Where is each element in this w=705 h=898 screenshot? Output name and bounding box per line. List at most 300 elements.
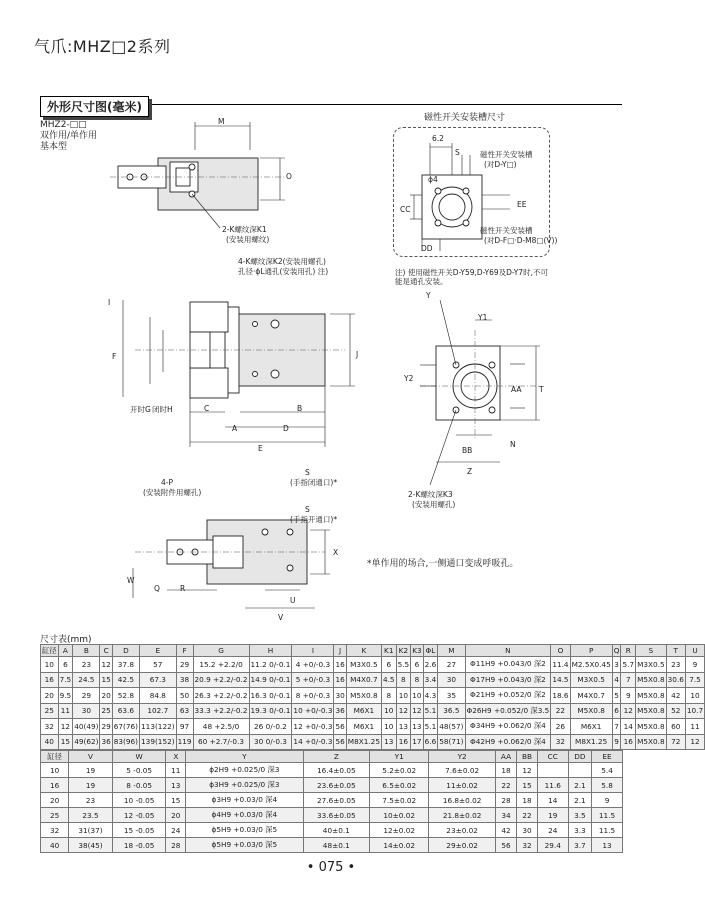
label-o: O [286,172,292,181]
table-cell: 40(49) [73,719,100,735]
label-6-2: 6.2 [432,134,444,143]
table-cell: 5.1 [423,703,438,719]
table-cell: 33.6±0.05 [303,808,370,823]
table-header: A [58,645,73,657]
table-cell: 4 [612,672,621,688]
table-cell: ϕ5H9 +0.03/0 深5 [186,838,303,853]
label-phi4: ϕ4 [428,175,438,184]
model-action: 双作用/单作用 [40,131,98,141]
table-cell: 23.6±0.05 [303,778,370,793]
page-title: 气爪:MHZ□2系列 [34,37,171,56]
table-header: P [570,645,612,657]
table-header: J [334,645,346,657]
table-header: Q [613,646,620,655]
table-cell: 7.5 [685,672,704,688]
table-cell: M5X0.8 [636,719,667,735]
table-cell: 4.3 [423,688,438,704]
table-cell: 48±0.1 [303,838,370,853]
table-cell: M4X0.7 [346,672,381,688]
dims-table-title: 尺寸表(mm) [40,635,92,645]
label-v: V [278,613,284,622]
table-cell: 38(45) [69,838,113,853]
table-header: Y2 [429,751,496,763]
table-cell: 24 [537,823,568,838]
table-cell: 16 [334,657,346,673]
table-header: S [636,645,667,657]
table-cell: M5X0.8 [636,688,667,704]
label-k3-sub: (安装用螺孔) [412,500,456,509]
table-cell: 3.7 [568,838,591,853]
table-cell: ϕ5H9 +0.03/0 深5 [186,823,303,838]
label-z: Z [467,467,473,476]
table-cell: 30 0/-0.3 [249,734,292,750]
table-cell: 7.5±0.02 [370,793,429,808]
table-row [41,838,623,853]
table-cell: 16 [41,778,69,793]
table-cell: 67.3 [140,672,177,688]
table-cell: 30 [334,688,346,704]
table-cell: 10 [685,688,704,704]
table-header: EE [592,751,623,763]
table-cell: 40±0.1 [303,823,370,838]
table-cell [568,763,591,778]
table-row [41,823,623,838]
table-header: B [73,645,100,657]
table-cell: 5.5 [396,657,411,673]
table-header: CC [537,751,568,763]
table-cell: ϕ2H9 +0.025/0 深3 [186,763,303,778]
table-cell: 36 [334,703,346,719]
table-cell: M3X0.5 [636,657,667,673]
label-e: E [258,444,263,453]
table-cell: 7.6±0.02 [429,763,496,778]
table-cell: 31(37) [69,823,113,838]
label-slot-b: 磁性开关安装槽 [480,226,533,235]
table-cell: 30 [517,823,538,838]
table-cell: 12 [517,763,538,778]
table-cell: 21.8±0.02 [429,808,496,823]
table-header: Y1 [370,751,429,763]
table-cell: 18 [495,763,516,778]
table-header: V [69,751,113,763]
table-cell: 10.7 [685,703,704,719]
table-cell: 13 [411,719,423,735]
table-cell: 10 [381,719,396,735]
table-cell: 33.3 +2.2/-0.2 [193,703,249,719]
end-view-drawing [400,290,550,480]
table-cell: 12 [621,703,636,719]
table-cell: 23 [73,657,100,673]
table-cell: 42 [495,823,516,838]
table-cell: 25 [100,703,112,719]
table-cell: 11.6 [537,778,568,793]
table-header: C [100,645,112,657]
table-cell: 3 [612,657,621,673]
table-cell: 32 [41,823,69,838]
table-cell: 16 [41,672,59,688]
table-cell: 119 [176,734,193,750]
table-cell: 14.5 [551,672,570,688]
table-cell: 15 [58,734,73,750]
table-cell: 10 -0.05 [112,793,166,808]
table-cell: ϕ4H9 +0.03/0 深4 [186,808,303,823]
table-cell: 11.2 0/-0.1 [249,657,292,673]
bottom-view-drawing [125,490,345,620]
table-cell: 13 [396,719,411,735]
table-row [41,703,705,719]
switch-view-title: 磁性开关安装槽尺寸 [424,113,506,123]
table-cell: 8 [411,672,423,688]
table-header: K1 [381,645,396,657]
table-cell: 13 [381,734,396,750]
table-cell: Φ42H9 +0.062/0 深4 [465,734,551,750]
table-cell: 23.5 [69,808,113,823]
table-cell: Φ34H9 +0.062/0 深4 [465,719,551,735]
label-n: N [510,440,516,449]
table-cell: 23 [69,793,113,808]
table-cell: 12 [396,703,411,719]
label-cc: CC [400,205,411,214]
label-j: J [356,350,359,359]
table-cell: M6X1 [570,719,612,735]
table-cell: 14 +0/-0.3 [292,734,334,750]
label-s-open: S [305,505,310,514]
table-cell: 5.1 [423,719,438,735]
table-cell: 2.6 [423,657,438,673]
table-cell: 14.9 0/-0.1 [249,672,292,688]
table-cell: 20 [41,793,69,808]
table-cell: M5X0.8 [636,734,667,750]
table-header: E [140,645,177,657]
table-cell: 5 [612,688,621,704]
table-cell: 20 [166,808,186,823]
top-view-drawing [110,120,310,240]
table-cell: 10 [41,657,59,673]
table-cell: 11.4 [551,657,570,673]
table-cell: 22 [551,703,570,719]
table-cell: ϕ3H9 +0.03/0 深4 [186,793,303,808]
table-cell: 97 [176,719,193,735]
table-cell: 50 [176,688,193,704]
switch-note: 注) 使用磁性开关D-Y59,D-Y69及D-Y7时,不可能是通孔安装。 [395,268,548,286]
label-i: I [108,298,111,307]
table-cell: 6 [411,657,423,673]
page-number: • 075 • [306,860,356,875]
label-switch-s: S [455,148,460,157]
table-cell: 16 [334,672,346,688]
table-cell: 16.3 0/-0.1 [249,688,292,704]
table-cell: 36 [100,734,112,750]
table-cell: 9.5 [58,688,73,704]
table-row [41,793,623,808]
table-row [41,672,705,688]
single-action-note: *单作用的场合,一侧通口变成呼吸孔。 [367,559,519,569]
table-cell: M5X0.8 [570,703,612,719]
table-cell: 17 [411,734,423,750]
label-r: R [180,584,186,593]
table-cell: ϕ3H9 +0.025/0 深3 [186,778,303,793]
label-k1: 2-K螺纹深K1 [222,225,267,234]
table-cell: 36.5 [438,703,465,719]
label-slot-a: 磁性开关安装槽 [480,150,533,159]
table-cell: 42.5 [112,672,139,688]
table-cell: M3X0.5 [570,672,612,688]
table-cell: 3.5 [568,808,591,823]
table-cell: 6 [58,657,73,673]
table-header: H [249,645,292,657]
label-d: D [283,424,289,433]
table-cell: 10 [396,688,411,704]
table-cell: 57 [140,657,177,673]
table-cell: 28 [166,838,186,853]
table-cell: 9 [592,793,623,808]
table-cell: 16.4±0.05 [303,763,370,778]
table-cell: 6.6 [423,734,438,750]
table-cell: 16 [621,734,636,750]
table-cell: 23±0.02 [429,823,496,838]
label-y1: Y1 [478,313,488,322]
table-cell: 8 +0/-0.3 [292,688,334,704]
table-row [41,657,705,673]
table-cell: 19 [69,778,113,793]
dims-table-2 [40,750,623,853]
table-row [41,719,705,735]
table-row [41,763,623,778]
table-cell: 6 [612,703,621,719]
table-cell: 10 +0/-0.3 [292,703,334,719]
table-cell: 32 [41,719,59,735]
label-k1-sub: (安装用螺纹) [226,235,270,244]
table-cell: 15 [100,672,112,688]
table-cell: 28 [495,793,516,808]
table-cell: 15 -0.05 [112,823,166,838]
label-m: M [218,117,225,126]
table-cell: 13 [592,838,623,853]
table-cell: 3.4 [423,672,438,688]
table-cell: 12 [100,657,112,673]
table-cell: 29±0.02 [429,838,496,853]
table-header: K3 [412,646,422,655]
table-cell: 26 [551,719,570,735]
table-cell: 24 [166,823,186,838]
table-header: DD [568,751,591,763]
table-cell: 30 [438,672,465,688]
table-cell: 9 [685,657,704,673]
table-cell: 29.4 [537,838,568,853]
table-cell: 29 [73,688,100,704]
label-s-open-sub: (手指开通口)* [290,515,338,524]
table-cell: 38 [176,672,193,688]
table-header: G [193,645,249,657]
table-row [41,734,705,750]
label-f: F [112,352,117,361]
table-cell: 30.6 [666,672,685,688]
table-cell: 26 0/-0.2 [249,719,292,735]
label-slot-b-sub: (对D-F□·D-M8□(V)) [484,236,558,245]
table-cell: 6.5±0.02 [370,778,429,793]
table-cell: 25 [41,808,69,823]
table-cell: 3.3 [568,823,591,838]
table-cell: 7.5 [58,672,73,688]
table-cell: 9 [612,734,621,750]
table-cell: Φ11H9 +0.043/0 深2 [465,657,551,673]
table-cell: 63 [176,703,193,719]
table-cell: 14 [537,793,568,808]
table-header: AA [495,751,516,763]
label-h: 闭时H [152,405,173,414]
table-cell: 139(152) [140,734,177,750]
table-cell: 7 [621,672,636,688]
table-cell: 83(96) [112,734,139,750]
table-cell: 34 [495,808,516,823]
table-cell: 22 [495,778,516,793]
table-cell: M8X1.25 [346,734,381,750]
table-cell: M5X0.8 [346,688,381,704]
table-cell: 10 [41,763,69,778]
table-cell: 29 [100,719,112,735]
table-cell: 15 [517,778,538,793]
model-code: MHZ2-□□ [40,120,87,130]
table-cell: 27 [438,657,465,673]
table-cell: 52.8 [112,688,139,704]
table-cell: 32 [551,734,570,750]
model-type: 基本型 [40,142,68,152]
table-cell: 42 [666,688,685,704]
section-label: 外形尺寸图(毫米) [40,96,149,117]
table-header: F [176,645,193,657]
table-cell: 5 +0/-0.3 [292,672,334,688]
label-dd: DD [421,244,433,253]
table-header: Y [186,751,303,763]
table-cell: 10 [411,688,423,704]
table-cell: 52 [666,703,685,719]
table-header: K2 [396,645,411,657]
table-cell: 20.9 +2.2/-0.2 [193,672,249,688]
label-w: W [127,576,135,585]
table-cell: 60 +2.7/-0.3 [193,734,249,750]
table-cell: M6X1 [346,703,381,719]
table-row [41,688,705,704]
table-cell: 20 [100,688,112,704]
label-y: Y [426,291,431,300]
table-cell: 49(62) [73,734,100,750]
label-t: T [539,385,544,394]
table-cell: 18 -0.05 [112,838,166,853]
table-cell: 18 [517,793,538,808]
table-header: ΦL [423,645,438,657]
table-cell: 84.8 [140,688,177,704]
label-bb: BB [462,446,473,455]
table-cell: 14±0.02 [370,838,429,853]
table-header: Z [303,751,370,763]
table-cell: 4.5 [381,672,396,688]
table-cell: 48 +2.5/0 [193,719,249,735]
table-cell: 11 [685,719,704,735]
table-header: BB [517,751,538,763]
table-cell: 19 [69,763,113,778]
table-cell: 113(122) [140,719,177,735]
label-s-close-sub: (手指闭通口)* [290,478,338,487]
table-cell: 12±0.02 [370,823,429,838]
table-header: 缸径 [42,645,57,655]
table-cell: 56 [495,838,516,853]
table-cell: M2.5X0.45 [570,657,612,673]
table-cell: 56 [334,719,346,735]
table-cell: 102.7 [140,703,177,719]
table-cell: 13 [166,778,186,793]
label-l: 孔径·ϕL通孔(安装用孔) 注) [238,267,329,276]
table-cell: 27.6±0.05 [303,793,370,808]
table-header: N [465,645,551,657]
table-header: U [685,645,704,657]
table-header: D [112,645,139,657]
table-cell: 15.2 +2.2/0 [193,657,249,673]
table-cell: 63.6 [112,703,139,719]
table-cell: 8 [396,672,411,688]
table-cell: 4 +0/-0.3 [292,657,334,673]
table-cell: 5.4 [592,763,623,778]
table-cell: 48(57) [438,719,465,735]
table-cell: 5.7 [621,657,636,673]
table-cell: 5.8 [592,778,623,793]
table-cell: 37.8 [112,657,139,673]
table-cell: 35 [438,688,465,704]
table-cell: 56 [334,734,346,750]
table-cell: 67(76) [112,719,139,735]
table-cell: M5X0.8 [636,703,667,719]
table-cell: 22 [517,808,538,823]
table-header: O [551,645,570,657]
table-cell: 12 [685,734,704,750]
table-cell: 16.8±0.02 [429,793,496,808]
table-cell: 7 [612,719,621,735]
label-b: B [297,404,303,413]
table-cell: 14 [621,719,636,735]
table-cell: 12 [411,703,423,719]
table-cell: M8X1.25 [570,734,612,750]
table-cell: 29 [176,657,193,673]
label-k3: 2-K螺纹深K3 [408,490,453,499]
dims-table-1 [40,644,705,750]
label-k2: 4-K螺纹深K2(安装用螺孔) [238,257,326,266]
table-cell: M3X0.5 [346,657,381,673]
label-a: A [232,424,238,433]
table-cell: 19 [537,808,568,823]
table-header: M [438,645,465,657]
table-cell: 24.5 [73,672,100,688]
label-x: X [333,548,339,557]
label-u: U [290,596,296,605]
table-header: W [112,751,166,763]
label-p: 4-P [161,478,174,487]
label-p-sub: (安装附件用螺孔) [143,488,202,497]
table-cell: 10±0.02 [370,808,429,823]
table-cell: 11.5 [592,808,623,823]
table-cell: 12 -0.05 [112,808,166,823]
table-cell: 11.5 [592,823,623,838]
table-header: K [346,645,381,657]
table-cell: 26.3 +2.2/-0.2 [193,688,249,704]
label-aa: AA [511,385,522,394]
table-cell: 18.6 [551,688,570,704]
table-row [41,778,623,793]
table-cell: 12 [58,719,73,735]
table-cell: 20 [41,688,59,704]
label-y2: Y2 [404,374,414,383]
table-cell: 10 [381,703,396,719]
label-g: 开时G [130,405,151,414]
table-cell: 8 [381,688,396,704]
